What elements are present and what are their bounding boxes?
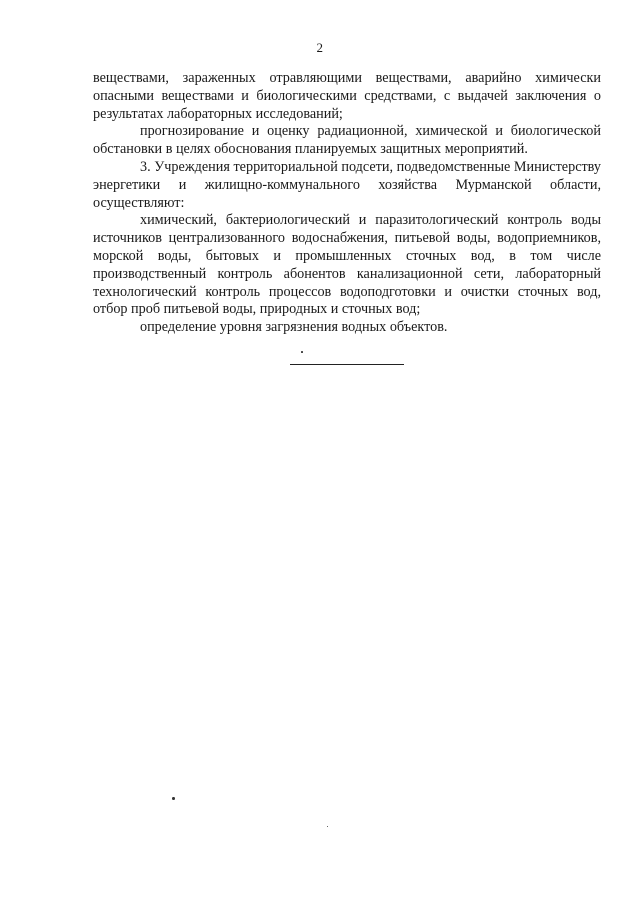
page-number: 2 (316, 40, 324, 55)
end-of-text-rule (290, 364, 404, 365)
scan-speck (172, 797, 175, 800)
paragraph-item-3: 3. Учреждения территориальной подсети, подведомственные Министерству энергетики и жилищно-коммунального хозяйства Мурманской области, осуществляют: (93, 158, 601, 211)
paragraph-continuation: веществами, зараженных отравляющими веществами, аварийно химически опасными веществами и биологическими средствами, с выдачей заключения о результатах лабораторных исследований; (93, 70, 601, 122)
paragraph-water-control: химический, бактериологический и паразитологический контроль воды источников централизованного водоснабжения, питьевой воды, водоприемников, морской воды, бытовых и промышленных сточных вод, в том числе производственный контроль абонентов канализационной сети, лабораторный технологический контроль процессов водоподготовки и очистки сточных вод, отбор проб питьевой воды, природных и сточных вод; (93, 212, 601, 318)
paragraph-pollution-level: определение уровня загрязнения водных объектов. (140, 319, 448, 336)
scan-speck (301, 351, 303, 353)
paragraph-forecasting: прогнозирование и оценку радиационной, химической и биологической обстановки в целях обоснования планируемых защитных мероприятий. (93, 123, 601, 158)
document-body (93, 70, 601, 337)
scan-speck (327, 826, 328, 827)
